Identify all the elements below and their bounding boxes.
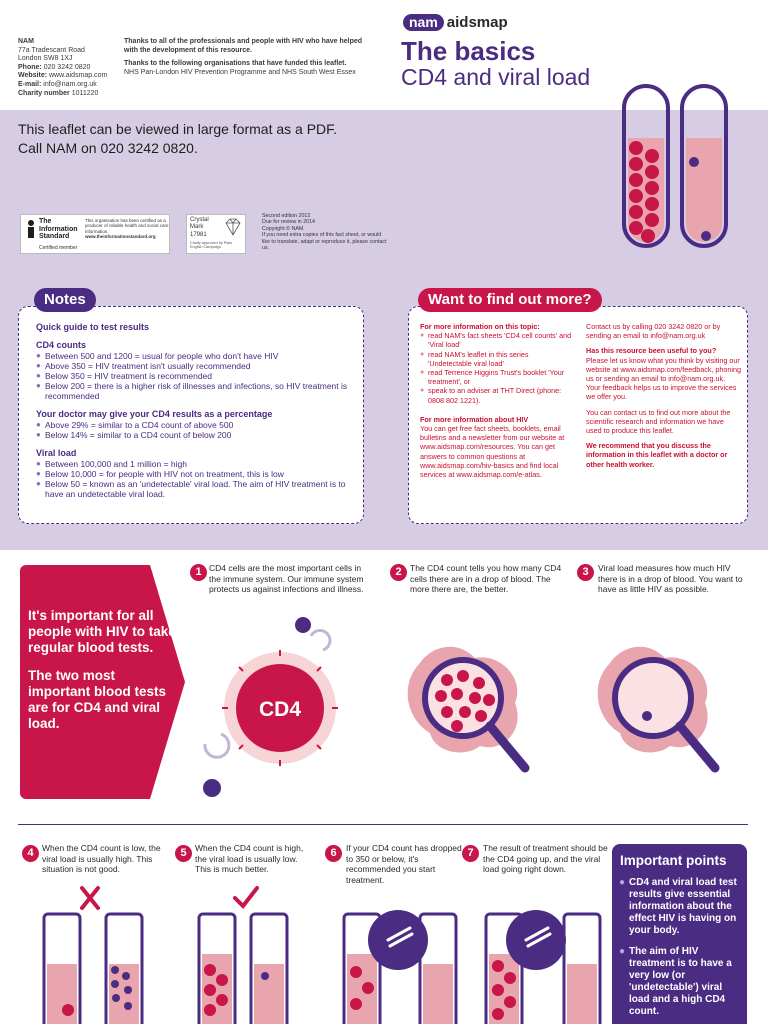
org-name: NAM bbox=[18, 38, 34, 45]
cd4-note-item: ● Below 200 = there is a higher risk of illnesses and infections, so HIV treatment is recommended bbox=[36, 381, 354, 401]
email-link[interactable]: info@nam.org.uk bbox=[43, 80, 97, 88]
hiv-info-text: You can get free fact sheets, booklets, email bulletins and a newsletter from our website at www.aidsmap.com/resources. You can get answers to common questions at www.aidsmap.com/hiv-basics and find local services at www.aidsmap.com/e-atlas. bbox=[420, 424, 565, 480]
step-number: 5 bbox=[175, 845, 192, 862]
info-standard-line-2: Information bbox=[39, 225, 78, 233]
edition-info bbox=[262, 213, 387, 251]
copyright: Copyright © NAM. bbox=[262, 225, 305, 232]
cd4-note-item: ● Above 350 = HIV treatment isn't usually recommended bbox=[36, 361, 354, 371]
step-number: 1 bbox=[190, 564, 207, 581]
hiv-info-title: For more information about HIV bbox=[420, 414, 529, 424]
step-number: 4 bbox=[22, 845, 39, 862]
website-link[interactable]: www.aidsmap.com bbox=[49, 72, 108, 80]
info-standard-line-1: The bbox=[39, 218, 52, 225]
brand-logo[interactable] bbox=[403, 14, 508, 31]
notes-box bbox=[18, 306, 364, 524]
crystal-mark-number: 17981 bbox=[190, 232, 207, 238]
viral-load-note-item: ● Below 50 = known as an 'undetectable' viral load. The aim of HIV treatment is to have an undetectable viral load. bbox=[36, 479, 354, 499]
crystal-mark-badge bbox=[186, 214, 246, 254]
pdf-notice bbox=[18, 120, 337, 158]
step-text: When the CD4 count is low, the viral load is usually high. This situation is not good. bbox=[42, 843, 161, 874]
step-number: 6 bbox=[325, 845, 342, 862]
check-mark-icon bbox=[235, 888, 257, 906]
find-out-more-left-column bbox=[420, 322, 572, 479]
viral-load-note-item: ● Below 10,000 = for people with HIV not on treatment, this is low bbox=[36, 469, 354, 479]
header-test-tubes-illustration bbox=[612, 78, 760, 258]
notes-content bbox=[36, 322, 354, 499]
brand-nam: nam bbox=[403, 14, 444, 31]
step-text: If your CD4 count has dropped to 350 or below, it's recommended you start treatment. bbox=[346, 843, 462, 885]
edition: Second edition 2012 bbox=[262, 213, 311, 219]
copies-note: If you need extra copies of this fact sheet, or would like to translate, adapt or reproduce it, please contact us. bbox=[262, 232, 387, 252]
step-text: Viral load measures how much HIV there is in a drop of blood. You want to have as little HIV as possible. bbox=[598, 563, 743, 594]
crystal-mark-title: Crystal Mark bbox=[190, 217, 209, 230]
info-standard-line-3: Standard bbox=[39, 233, 70, 240]
website-label: Website: bbox=[18, 72, 48, 80]
useful-text: Please let us know what you think by visiting our website at www.aidsmap.com/feedback, phoning us or sending an email to info@nam.org.uk. Your feedback helps us to improve the services we offer you. bbox=[586, 355, 742, 402]
info-standard-description bbox=[85, 218, 169, 240]
address-line-1: 77a Tradescant Road bbox=[18, 46, 85, 54]
contact-text: Contact us by calling 020 3242 0820 or by sending an email to info@nam.org.uk bbox=[586, 322, 721, 341]
find-out-more-tag: Want to find out more? bbox=[418, 288, 602, 312]
page-title: The basics bbox=[401, 36, 536, 66]
step-text: The result of treatment should be the CD4 going up, and the viral load going right down. bbox=[483, 843, 608, 874]
step-number: 3 bbox=[577, 564, 594, 581]
percentage-note-item: ● Above 29% = similar to a CD4 count of above 500 bbox=[36, 420, 354, 430]
page-subtitle: CD4 and viral load bbox=[401, 64, 591, 90]
red-panel-paragraph-1: It's important for all people with HIV to take regular blood tests. bbox=[28, 608, 176, 655]
funders-list: NHS Pan-London HIV Prevention Programme and NHS South West Essex bbox=[124, 68, 356, 76]
find-out-more-right-column bbox=[586, 322, 741, 469]
step-text: The CD4 count tells you how many CD4 cells there are in a drop of blood. The more there are, the better. bbox=[410, 563, 562, 594]
magnifier-cd4-illustration bbox=[395, 628, 545, 798]
step-text: CD4 cells are the most important cells in the immune system. Our immune system protects us against infections and illness. bbox=[209, 563, 364, 594]
address-line-2: London SW8 1XJ bbox=[18, 55, 73, 63]
pdf-notice-line-2: Call NAM on 020 3242 0820. bbox=[18, 140, 198, 156]
find-out-more-box bbox=[408, 306, 748, 524]
information-standard-icon bbox=[25, 219, 37, 239]
info-standard-url[interactable]: www.theinformationstandard.org bbox=[85, 234, 156, 240]
red-panel-paragraph-2: The two most important blood tests are for CD4 and viral load. bbox=[28, 668, 166, 731]
important-point-item: ● CD4 and viral load test results give essential information about the effect HIV is having on your body. bbox=[612, 877, 747, 937]
charity-label: Charity number bbox=[18, 89, 70, 97]
information-standard-name bbox=[39, 218, 78, 241]
red-panel-text bbox=[28, 608, 176, 732]
recommendation-text: We recommend that you discuss the information in this leaflet with a doctor or other health worker. bbox=[586, 441, 728, 469]
thanks-funders: Thanks to the following organisations that have funded this leaflet. bbox=[124, 60, 347, 68]
brand-aidsmap: aidsmap bbox=[446, 14, 508, 31]
tubes-start-treatment-illustration bbox=[340, 900, 460, 1024]
tubes-low-cd4-illustration bbox=[40, 884, 150, 1024]
important-points-box bbox=[612, 844, 747, 1024]
header-tube-right bbox=[682, 86, 726, 246]
percentage-title: Your doctor may give your CD4 results as a percentage bbox=[36, 409, 273, 419]
cd4-cell-label: CD4 bbox=[258, 698, 302, 721]
tubes-treatment-result-illustration bbox=[480, 900, 605, 1024]
step-number: 2 bbox=[390, 564, 407, 581]
crystal-mark-text: Clarity approved by Plain English Campaign bbox=[190, 241, 233, 250]
tubes-high-cd4-illustration bbox=[195, 884, 305, 1024]
notes-tag: Notes bbox=[34, 288, 96, 312]
viral-load-note-item: ● Between 100,000 and 1 million = high bbox=[36, 459, 354, 469]
address-block bbox=[18, 38, 118, 98]
thanks-professionals: Thanks to all of the professionals and people with HIV who have helped with the development of this resource. bbox=[124, 38, 363, 54]
important-points-title: Important points bbox=[620, 853, 727, 868]
topic-info-item: ● read NAM's fact sheets 'CD4 cell counts' and 'Viral load' bbox=[420, 331, 572, 349]
section-divider bbox=[18, 824, 748, 825]
cd4-cell-illustration bbox=[195, 612, 355, 804]
information-standard-badge bbox=[20, 214, 170, 254]
topic-info-title: For more information on this topic: bbox=[420, 322, 540, 331]
cross-mark-icon bbox=[82, 888, 98, 908]
topic-info-item: ● read Terrence Higgins Trust's booklet 'Your treatment', or bbox=[420, 368, 572, 386]
crystal-diamond-icon bbox=[223, 218, 243, 236]
cd4-note-item: ● Below 350 = HIV treatment is recommended bbox=[36, 371, 354, 381]
quick-guide-title: Quick guide to test results bbox=[36, 322, 150, 332]
phone-number[interactable]: 020 3242 0820 bbox=[43, 63, 91, 71]
useful-title: Has this resource been useful to you? bbox=[586, 346, 717, 356]
percentage-note-item: ● Below 14% = similar to a CD4 count of below 200 bbox=[36, 430, 354, 440]
topic-info-item: ● speak to an adviser at THT Direct (phone: 0808 802 1221). bbox=[420, 386, 572, 404]
step-number: 7 bbox=[462, 845, 479, 862]
viral-load-title: Viral load bbox=[36, 448, 77, 458]
topic-info-item: ● read NAM's leaflet in this series 'Undetectable viral load' bbox=[420, 350, 572, 368]
research-text: You can contact us to find out more about the scientific research and information we have used to produce this leaflet. bbox=[586, 407, 731, 436]
cd4-counts-title: CD4 counts bbox=[36, 340, 87, 350]
review-date: Due for review in 2014 bbox=[262, 219, 315, 226]
step-text: When the CD4 count is high, the viral load is usually low. This is much better. bbox=[195, 843, 304, 874]
magnifier-hiv-illustration bbox=[585, 628, 735, 798]
charity-number: 1011220 bbox=[71, 89, 99, 97]
pdf-notice-line-1: This leaflet can be viewed in large format as a PDF. bbox=[18, 121, 338, 137]
phone-label: Phone: bbox=[18, 63, 42, 71]
cd4-note-item: ● Between 500 and 1200 = usual for people who don't have HIV bbox=[36, 351, 354, 361]
thanks-block bbox=[124, 38, 369, 77]
important-point-item: ● The aim of HIV treatment is to have a very low (or 'undetectable') viral load and a high CD4 count. bbox=[612, 946, 747, 1018]
info-standard-text: This organisation has been certified as a producer of reliable health and social care information. bbox=[85, 218, 169, 234]
certified-member: Certified member bbox=[39, 245, 78, 251]
email-label: E-mail: bbox=[18, 80, 42, 88]
